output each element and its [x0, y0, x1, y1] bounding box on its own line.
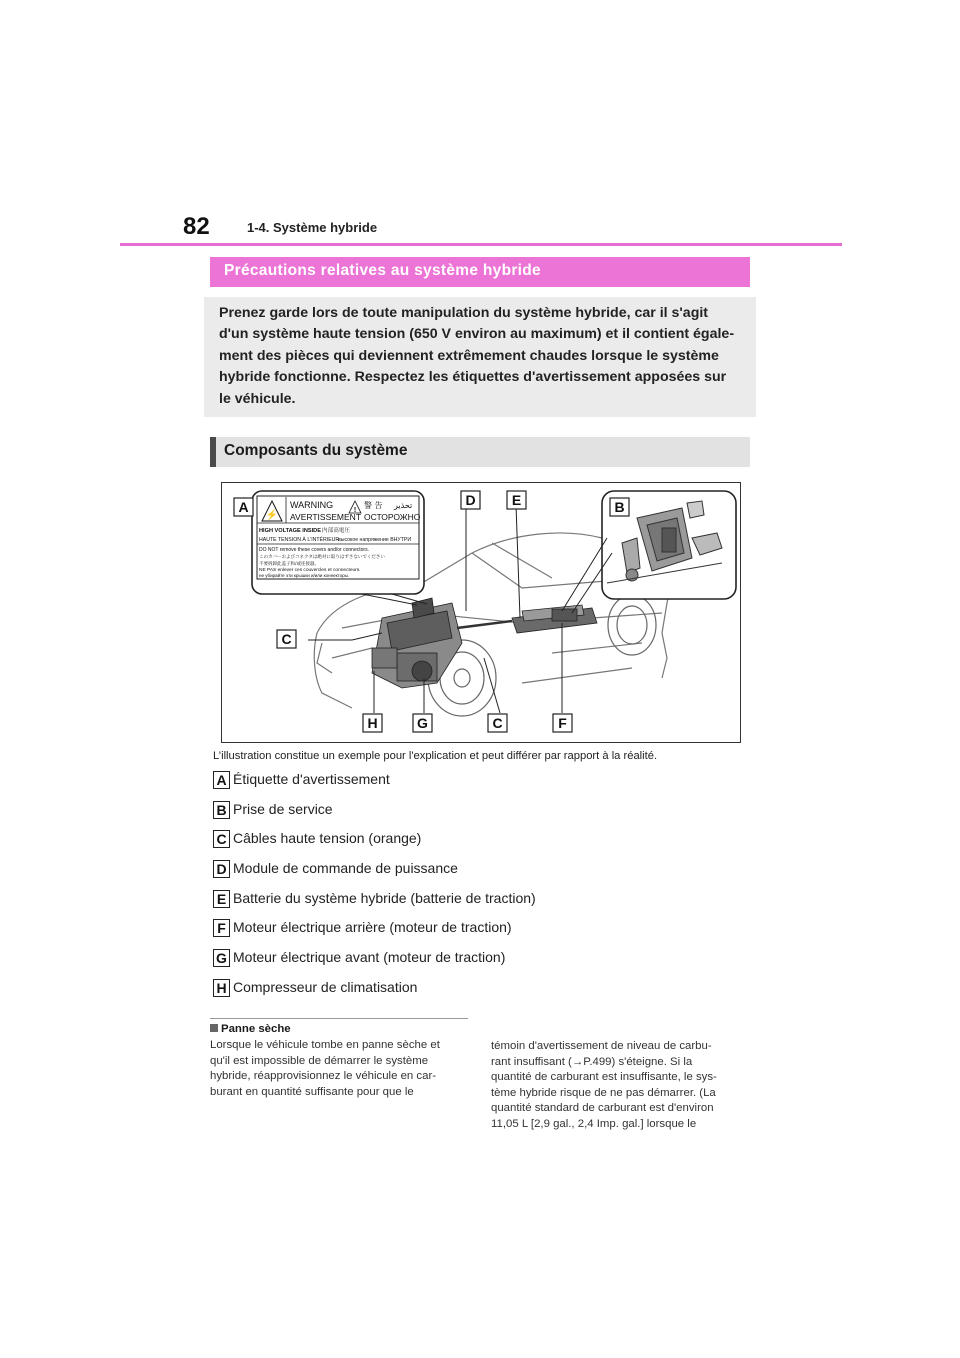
warning-title-jp: 警 告 [364, 501, 383, 510]
svg-text:C: C [281, 631, 292, 647]
callout-A [234, 498, 253, 516]
warning-title-fr: AVERTISSEMENT [290, 512, 362, 522]
intro-line: hybride fonctionne. Respectez les étiquettes d'avertissement apposées sur [219, 369, 727, 386]
callout-H [363, 714, 382, 732]
svg-text:D: D [465, 492, 476, 508]
svg-text:A: A [238, 499, 249, 515]
callout-E [507, 491, 526, 509]
svg-text:H: H [367, 715, 378, 731]
svg-text:⚡: ⚡ [265, 510, 279, 521]
legend-label: Batterie du système hybride (batterie de traction) [233, 889, 536, 906]
svg-text:G: G [417, 715, 428, 731]
legend-letter: B [213, 801, 230, 819]
legend-label: Module de commande de puissance [233, 860, 458, 877]
legend-label: Étiquette d'avertissement [233, 771, 390, 787]
precautions-heading-text: Précautions relatives au système hybride [224, 262, 541, 279]
svg-text:E: E [511, 492, 522, 508]
panne-line: quantité de carburant est insuffisante, le sys- [491, 1071, 717, 1084]
legend-letter: E [213, 890, 230, 908]
legend-label: Moteur électrique arrière (moteur de traction) [233, 919, 512, 936]
panne-line: quantité standard de carburant est d'environ [491, 1102, 714, 1115]
column-rule [210, 1018, 468, 1019]
figure-caption: L’illustration constitue un exemple pour l'explication et peut différer par rapport à la réalité. [213, 750, 658, 762]
warning-line-1: DO NOT remove these covers and/or connectors. [259, 547, 369, 553]
components-heading-text: Composants du système [224, 442, 408, 459]
hv-ru: высокое напряжение ВНУТРИ [338, 537, 412, 543]
legend-label: Câbles haute tension (orange) [233, 830, 422, 847]
components-heading [210, 437, 750, 467]
panne-line: témoin d'avertissement de niveau de carbu- [491, 1040, 712, 1052]
page-number: 82 [183, 213, 210, 240]
callout-C-upper [277, 630, 296, 648]
callout-G [413, 714, 432, 732]
precautions-heading [210, 257, 750, 287]
system-components-figure [221, 482, 741, 743]
warning-title-en: WARNING [290, 500, 334, 510]
callout-B [610, 498, 629, 516]
warning-line-3: 不要拆卸此盖子和/或连接器。 [259, 562, 320, 567]
panne-line: qu'il est impossible de démarrer le système [210, 1054, 429, 1067]
intro-line: Prenez garde lors de toute manipulation du système hybride, car il s'agit [219, 305, 709, 321]
vehicle-illustration [222, 483, 741, 743]
panne-line: hybride, réapprovisionnez le véhicule en car- [210, 1070, 437, 1083]
hv-en: HIGH VOLTAGE INSIDE [259, 528, 321, 534]
panne-line: burant en quantité suffisante pour que le [210, 1085, 414, 1098]
legend-letter: A [213, 771, 230, 789]
battery-components [512, 605, 597, 633]
hv-fr: HAUTE TENSION À L'INTÉRIEUR [259, 537, 340, 543]
intro-line: d'un système haute tension (650 V environ au maximum) et il contient égale- [219, 326, 735, 343]
hv-cable [457, 621, 512, 628]
legend-label: Moteur électrique avant (moteur de traction) [233, 949, 506, 966]
hv-jp: 内部高電圧 [322, 528, 350, 534]
svg-text:F: F [558, 715, 567, 731]
panne-line: tème hybride risque de ne pas démarrer. (La [491, 1086, 716, 1099]
warning-title-ar: تحذير [394, 501, 413, 510]
warning-title-ru: ОСТОРОЖНО [364, 512, 421, 522]
legend-letter: G [213, 949, 230, 967]
svg-text:C: C [492, 715, 503, 731]
legend-letter: H [213, 979, 230, 997]
panne-line: Lorsque le véhicule tombe en panne sèche et [210, 1039, 440, 1051]
intro-box [204, 297, 756, 417]
callout-C-lower [488, 714, 507, 732]
panne-heading-text: Panne sèche [221, 1023, 291, 1035]
legend-letter: C [213, 830, 230, 848]
panne-line: 11,05 L [2,9 gal., 2,4 Imp. gal.] lorsque le [491, 1117, 697, 1130]
section-title: 1-4. Système hybride [247, 220, 378, 235]
callout-F [553, 714, 572, 732]
header-rule [120, 243, 842, 246]
svg-text:B: B [614, 499, 625, 515]
legend-label: Prise de service [233, 800, 333, 817]
warning-line-4: NE PAS enlever ces couvercles et connecteurs. [259, 568, 361, 573]
svg-text:!: ! [353, 507, 357, 514]
panne-line-page-link[interactable]: rant insuffisant (→P.499) s'éteigne. Si la [491, 1055, 693, 1068]
legend-letter: F [213, 919, 230, 937]
engine-components [372, 598, 462, 688]
panne-left-column [210, 1023, 472, 1100]
intro-line: le véhicule. [219, 390, 296, 407]
square-bullet-icon [210, 1024, 218, 1032]
legend-label: Compresseur de climatisation [233, 978, 418, 995]
legend-letter: D [213, 860, 230, 878]
panne-heading [210, 1023, 472, 1035]
warning-line-5: не убирайте эти крышки и/или коннекторы. [259, 573, 350, 578]
panne-right-column [491, 1039, 755, 1133]
intro-line: ment des pièces qui deviennent extrêmement chaudes lorsque le système [219, 347, 719, 364]
callout-D [461, 491, 480, 509]
warning-line-2: このカバーおよびコネクタは絶対に取りはずさないでください [259, 555, 385, 560]
